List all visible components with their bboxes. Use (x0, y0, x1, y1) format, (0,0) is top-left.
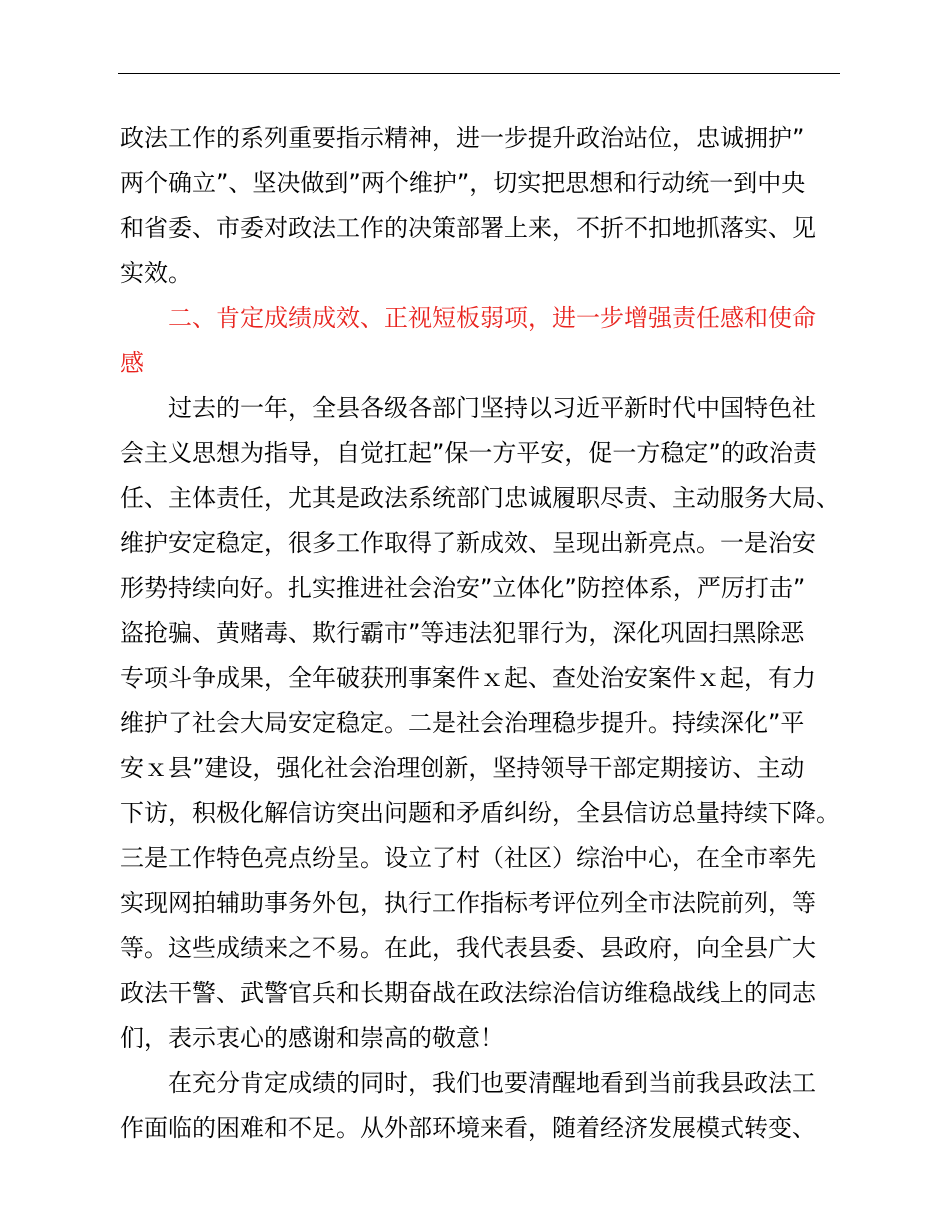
text-line: 政法干警、武警官兵和长期奋战在政法综治信访维稳战线上的同志 (120, 979, 816, 1007)
header-rule (118, 73, 840, 74)
text-line: 和省委、市委对政法工作的决策部署上来，不折不扣地抓落实、见 (120, 214, 816, 242)
text-line: 形势持续向好。扎实推进社会治安”立体化”防控体系，严厉打击” (120, 574, 806, 602)
text-line: 维护了社会大局安定稳定。二是社会治理稳步提升。持续深化”平 (120, 709, 805, 737)
section-heading (120, 296, 842, 386)
text-line: 过去的一年，全县各级各部门坚持以习近平新时代中国特色社 (120, 394, 816, 422)
text-line: 实效。 (120, 259, 192, 287)
text-line: 盗抢骗、黄赌毒、欺行霸市”等违法犯罪行为，深化巩固扫黑除恶 (120, 619, 805, 647)
heading-line: 二、肯定成绩成效、正视短板弱项，进一步增强责任感和使命 (120, 304, 816, 332)
paragraph-shortcomings (120, 1061, 842, 1151)
paragraph-continuation (120, 116, 842, 296)
text-line: 实现网拍辅助事务外包，执行工作指标考评位列全市法院前列，等 (120, 889, 816, 917)
text-line: 维护安定稳定，很多工作取得了新成效、呈现出新亮点。一是治安 (120, 529, 816, 557)
text-line: 会主义思想为指导，自觉扛起”保一方平安，促一方稳定”的政治责 (120, 439, 817, 467)
text-line: 两个确立”、坚决做到”两个维护”，切实把思想和行动统一到中央 (120, 169, 806, 197)
text-line: 作面临的困难和不足。从外部环境来看，随着经济发展模式转变、 (120, 1114, 816, 1142)
text-line: 下访，积极化解信访突出问题和矛盾纠纷，全县信访总量持续下降。 (120, 799, 840, 827)
text-line: 在充分肯定成绩的同时，我们也要清醒地看到当前我县政法工 (120, 1069, 816, 1097)
text-line: 政法工作的系列重要指示精神，进一步提升政治站位，忠诚拥护” (120, 124, 805, 152)
text-line: 任、主体责任，尤其是政法系统部门忠诚履职尽责、主动服务大局、 (120, 484, 840, 512)
paragraph-achievements (120, 386, 842, 1061)
text-line: 们，表示衷心的感谢和崇高的敬意！ (120, 1024, 504, 1052)
heading-line: 感 (120, 349, 144, 377)
document-body (120, 116, 842, 1151)
text-line: 等。这些成绩来之不易。在此，我代表县委、县政府，向全县广大 (120, 934, 816, 962)
text-line: 专项斗争成果，全年破获刑事案件ｘ起、查处治安案件ｘ起，有力 (120, 664, 816, 692)
text-line: 安ｘ县”建设，强化社会治理创新，坚持领导干部定期接访、主动 (120, 754, 805, 782)
text-line: 三是工作特色亮点纷呈。设立了村（社区）综治中心，在全市率先 (120, 844, 816, 872)
